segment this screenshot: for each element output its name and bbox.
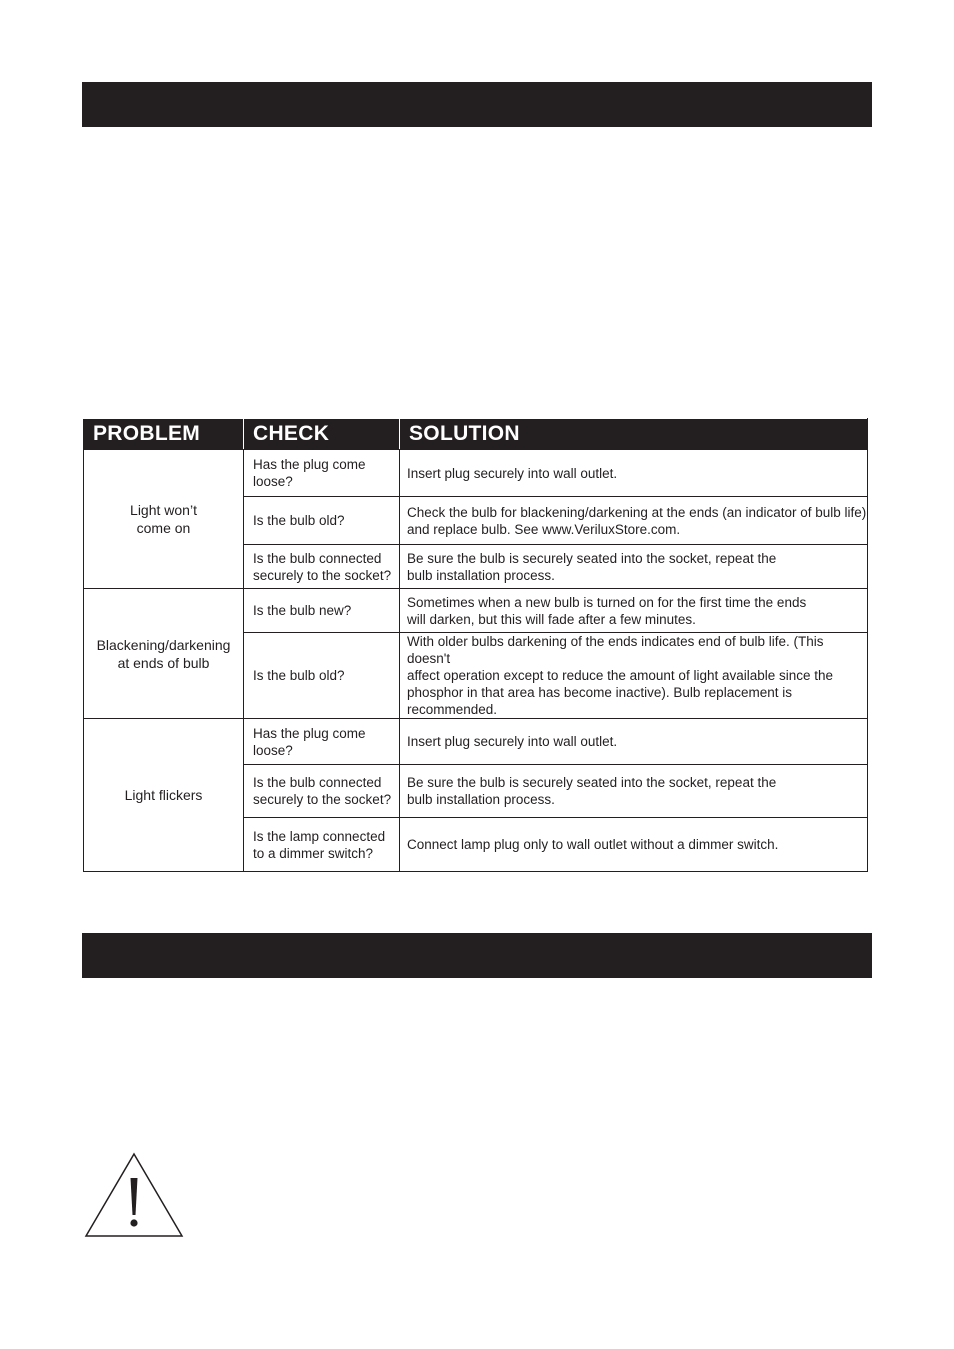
table-row bbox=[84, 719, 868, 765]
section-header-bar-bottom bbox=[82, 933, 872, 978]
header-solution: SOLUTION bbox=[400, 419, 868, 450]
solution-cell: Sometimes when a new bulb is turned on for the first time the ends will darken, but this will fade after a few minutes. bbox=[400, 589, 868, 633]
solution-cell: Be sure the bulb is securely seated into the socket, repeat the bulb installation process. bbox=[400, 765, 868, 818]
table-row bbox=[84, 589, 868, 633]
solution-cell: Connect lamp plug only to wall outlet without a dimmer switch. bbox=[400, 818, 868, 872]
check-cell: Is the bulb connected securely to the socket? bbox=[244, 545, 400, 589]
problem-cell: Light flickers bbox=[84, 719, 244, 872]
problem-cell: Light won’t come on bbox=[84, 450, 244, 589]
troubleshooting-table bbox=[83, 418, 868, 872]
check-cell: Is the bulb new? bbox=[244, 589, 400, 633]
table-row bbox=[84, 450, 868, 497]
section-header-bar-top bbox=[82, 82, 872, 127]
problem-cell: Blackening/darkening at ends of bulb bbox=[84, 589, 244, 719]
solution-cell: Check the bulb for blackening/darkening at the ends (an indicator of bulb life) and replace bulb. See www.VeriluxStore.com. bbox=[400, 497, 868, 545]
check-cell: Is the bulb connected securely to the socket? bbox=[244, 765, 400, 818]
table-header-row bbox=[84, 419, 868, 450]
solution-cell: Be sure the bulb is securely seated into the socket, repeat the bulb installation process. bbox=[400, 545, 868, 589]
warning-triangle-icon bbox=[84, 1152, 184, 1238]
solution-cell: With older bulbs darkening of the ends indicates end of bulb life. (This doesn't affect operation except to reduce the amount of light available since the phosphor in that area has become inactive). Bulb replacement is recommended. bbox=[400, 633, 868, 719]
header-check: CHECK bbox=[244, 419, 400, 450]
check-cell: Has the plug come loose? bbox=[244, 719, 400, 765]
check-cell: Is the bulb old? bbox=[244, 497, 400, 545]
header-problem: PROBLEM bbox=[84, 419, 244, 450]
check-cell: Has the plug come loose? bbox=[244, 450, 400, 497]
solution-cell: Insert plug securely into wall outlet. bbox=[400, 450, 868, 497]
solution-cell: Insert plug securely into wall outlet. bbox=[400, 719, 868, 765]
check-cell: Is the bulb old? bbox=[244, 633, 400, 719]
check-cell: Is the lamp connected to a dimmer switch? bbox=[244, 818, 400, 872]
